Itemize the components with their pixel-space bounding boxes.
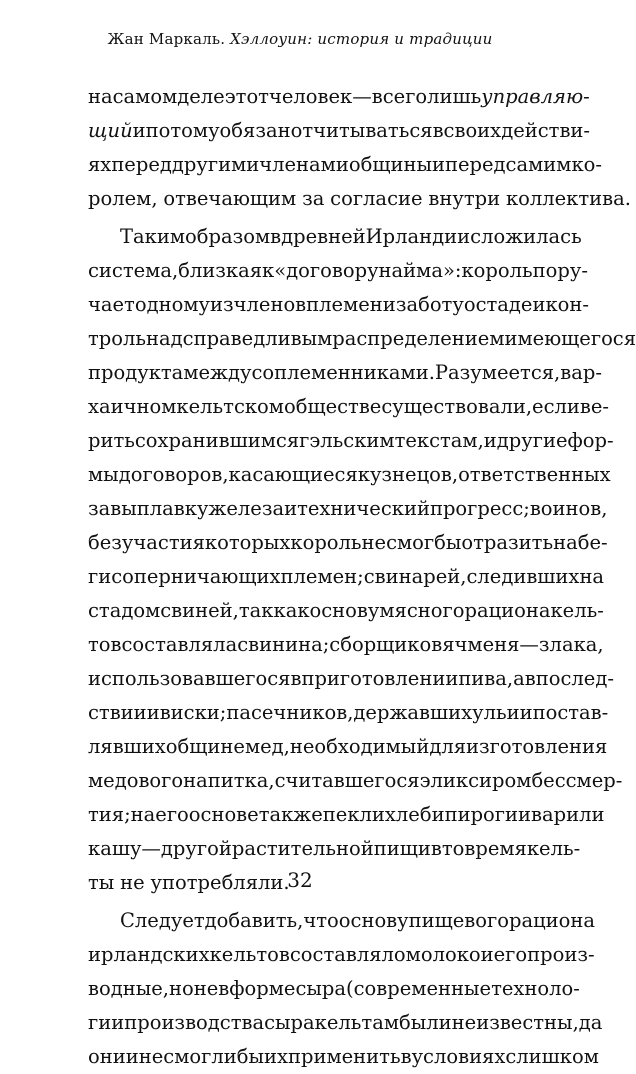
word: договоров, [119,458,229,492]
word: ги [88,560,111,594]
word: но [169,972,194,1006]
paragraph [88,80,552,216]
word: к [262,254,274,288]
text-line [88,696,552,730]
word: ар- [571,356,602,390]
word: условиях [412,1040,506,1074]
word: пасечников, [226,696,353,730]
word: да [579,1006,603,1040]
word: и [133,114,146,148]
word: сыра [264,1006,315,1040]
word: державших [353,696,472,730]
word: хлеб [385,798,432,832]
word: щий [88,114,133,148]
word: рациона [464,594,550,628]
word: смогли [163,1040,236,1074]
word: употребляли. [151,866,290,900]
word: этот [225,80,269,114]
text-line [88,458,552,492]
word: растительной [232,832,374,866]
word: составляла [122,628,238,662]
word: стаде [476,288,533,322]
word: рациона [509,904,595,938]
word: не [362,526,387,560]
word: лявших [88,730,166,764]
word: пищевого [409,904,509,938]
word: кель- [550,594,603,628]
word: всего [372,80,427,114]
word: не [194,972,219,1006]
word: король [290,526,361,560]
word: найма»: [379,254,462,288]
word: их [264,1040,288,1074]
word: основу [339,904,409,938]
word: виски; [160,696,227,730]
word: ствии [88,696,147,730]
word: на [579,560,604,594]
word: тов [88,628,122,662]
word: — [352,80,372,114]
word: фор- [568,424,614,458]
word: и [432,148,445,182]
word: техноло- [491,972,580,1006]
word: кашу [88,832,141,866]
word: общине [166,730,245,764]
word: и [532,288,545,322]
word: постав- [533,696,609,730]
word: неизвестны, [452,1006,579,1040]
word: кельтском [176,390,284,424]
word: членов [234,288,307,322]
text-line [88,114,552,148]
text-line [88,798,552,832]
word: близкая [178,254,262,288]
word: не [139,1040,164,1074]
word: ты [88,866,114,900]
word: варили [531,798,604,832]
word: Ирландии [366,220,471,254]
word: общины [349,148,432,182]
word: соперничающих [111,560,280,594]
running-header [0,30,600,48]
text-line [88,80,552,114]
word: продукта [88,356,183,390]
word: смог [386,526,434,560]
word: племен; [281,560,364,594]
word: ях [88,148,111,182]
word: племени [306,288,396,322]
word: самом [113,80,178,114]
word: (современные [346,972,491,1006]
word: заботу [396,288,464,322]
word: производства [124,1006,264,1040]
word: что [303,904,338,938]
text-line [88,220,552,254]
word: медового [88,764,183,798]
text-line [88,904,552,938]
word: свинарей, [364,560,467,594]
word: имеющегося [505,322,636,356]
word: его [494,938,528,972]
word: пищи [374,832,431,866]
word: сыра [295,972,346,1006]
word: кельтам [315,1006,399,1040]
word: ко- [571,148,602,182]
word: сборщиков [329,628,442,662]
word: коллектива. [506,182,631,216]
word: добавить, [205,904,304,938]
word: слишком [505,1040,599,1074]
word: и [432,798,445,832]
word: текстам, [395,424,484,458]
word: отчитываться [291,114,433,148]
word: в [401,1040,412,1074]
word: технический [297,492,430,526]
word: сохранившимся [135,424,299,458]
word: самим [506,148,572,182]
word: обществе [284,390,381,424]
word: своих [444,114,502,148]
word: членами [259,148,349,182]
word: произ- [527,938,594,972]
word: за [88,492,110,526]
word: человек [269,80,352,114]
word: прогресс; [430,492,530,526]
word: сложилась [470,220,582,254]
word: ирландских [88,938,210,972]
word: и [481,938,494,972]
word: ульи [472,696,519,730]
word: форме [229,972,295,1006]
word: использовавшегося [88,662,290,696]
word: кон- [545,288,589,322]
word: бы [434,526,461,560]
word: отразить [461,526,553,560]
word: Разумеется, [435,356,560,390]
word: водные, [88,972,169,1006]
word: в [431,832,442,866]
word: мед, [245,730,290,764]
paragraph [88,220,552,900]
word: набе- [553,526,608,560]
text-line [88,288,552,322]
word: на [131,798,156,832]
word: без [88,526,122,560]
word: были [399,1006,452,1040]
word: пива, [458,662,513,696]
word: применить [288,1040,401,1074]
word: между [183,356,251,390]
word: и [484,424,497,458]
word: существовали, [381,390,532,424]
text-line [88,628,552,662]
word: приготовлении [301,662,458,696]
text-line [88,390,552,424]
word: и [284,492,297,526]
word: пору- [533,254,588,288]
word: система, [88,254,178,288]
word: ячменя [442,628,519,662]
text-line [88,662,552,696]
word: изготовления [466,730,607,764]
word: другими [172,148,259,182]
word: время [464,832,526,866]
word: рить [88,424,135,458]
word: управляю- [481,80,589,114]
word: хаичном [88,390,176,424]
word: Следует [120,904,205,938]
word: и [147,696,160,730]
word: в [218,972,229,1006]
word: одному [135,288,210,322]
word: то [442,832,465,866]
word: свиней, [160,594,239,628]
word: не [120,866,145,900]
word: — [519,628,539,662]
text-line [88,148,552,182]
word: ролем, [88,182,158,216]
text-line [88,730,552,764]
word: гии [88,1006,124,1040]
word: и [520,696,533,730]
word: соплеменниками. [251,356,434,390]
body-text [88,80,552,1074]
word: перед [445,148,506,182]
text-line [88,1040,552,1074]
text-line [88,492,552,526]
word: тия; [88,798,131,832]
word: древней [281,220,366,254]
word: для [429,730,466,764]
word: злака, [539,628,604,662]
word: за [302,182,324,216]
word: мясного [379,594,464,628]
word: они [88,1040,126,1074]
header-author: Жан Маркаль. [108,30,226,48]
word: согласие [330,182,422,216]
word: а [513,662,525,696]
word: и [126,1040,139,1074]
word: над [146,322,183,356]
word: мы [88,458,119,492]
word: пироги [445,798,518,832]
text-line [88,356,552,390]
word: воинов, [530,492,608,526]
word: о [464,288,476,322]
word: Таким [120,220,185,254]
word: из [210,288,234,322]
word: кель- [527,832,580,866]
word: ответственных [458,458,611,492]
word: — [141,832,161,866]
word: справедливым [183,322,333,356]
text-line [88,938,552,972]
word: железа [208,492,284,526]
text-line [88,1006,552,1040]
word: троль [88,322,146,356]
header-book-title: Хэллоуин: история и традиции [230,30,492,48]
word: кузнецов, [358,458,458,492]
text-line [88,832,552,866]
word: кельтов [210,938,290,972]
word: так [239,594,274,628]
word: основе [189,798,259,832]
word: внутри [428,182,500,216]
word: напитка, [183,764,274,798]
word: пекли [323,798,385,832]
word: стадом [88,594,160,628]
text-line [88,322,552,356]
word: «договору [274,254,378,288]
text-line [88,254,552,288]
word: король [461,254,532,288]
word: необходимый [290,730,429,764]
word: участия [122,526,205,560]
text-line [88,764,552,798]
word: также [259,798,323,832]
text-line [88,526,552,560]
word: другие [497,424,568,458]
word: другой [161,832,232,866]
word: следивших [466,560,579,594]
text-line [88,972,552,1006]
paragraph [88,904,552,1074]
word: потому [146,114,220,148]
word: молоко [406,938,481,972]
word: считавшегося [275,764,420,798]
word: ве- [580,390,609,424]
text-line [88,560,552,594]
word: в [270,220,281,254]
word: свинина; [237,628,329,662]
word: деле [177,80,224,114]
word: образом [185,220,270,254]
word: если [532,390,580,424]
text-line [88,424,552,458]
word: его [155,798,189,832]
word: отвечающим [163,182,296,216]
word: перед [111,148,172,182]
word: бессмер- [531,764,622,798]
word: в [560,356,571,390]
word: на [88,80,113,114]
word: в [290,662,301,696]
word: составляло [290,938,406,972]
word: касающиеся [229,458,358,492]
word: которых [205,526,290,560]
word: выплавку [110,492,208,526]
word: и [518,798,531,832]
word: лишь [427,80,481,114]
word: действи- [501,114,590,148]
word: как [274,594,310,628]
text-line [88,182,552,216]
word: бы [237,1040,264,1074]
word: впослед- [525,662,614,696]
word: распределением [332,322,504,356]
word: эликсиром [420,764,532,798]
word: гэльским [299,424,394,458]
word: основу [310,594,380,628]
page-number: 32 [0,868,600,892]
word: обязан [220,114,291,148]
text-line [88,594,552,628]
word: в [433,114,444,148]
word: чает [88,288,135,322]
